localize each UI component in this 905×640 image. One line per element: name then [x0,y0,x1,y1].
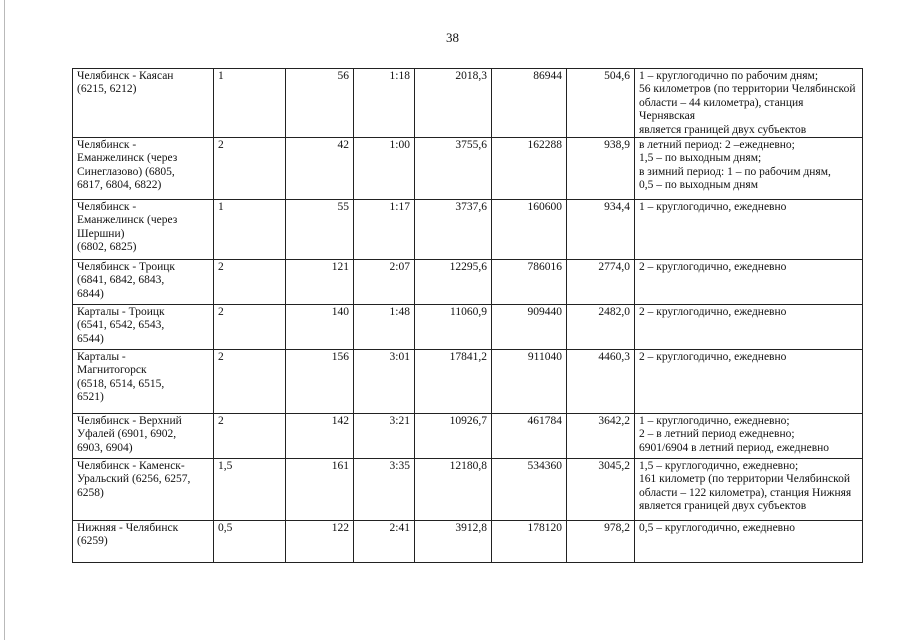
cell-route-line: Челябинск - Каменск- [77,460,185,473]
cell-notes-line: 1 – круглогодично по рабочим дням; [639,70,819,82]
page-edge-line [4,0,5,640]
cell-time: 2:07 [354,260,415,305]
cell-route-line: Нижняя - Челябинск [77,522,179,535]
cell-route [73,350,214,414]
cell-route-line: 6903, 6904) [77,441,133,454]
cell-notes-line: 1 – круглогодично, ежедневно [639,201,787,214]
cell-distance: 156 [286,350,354,414]
cell-value-5: 10926,7 [415,414,492,459]
cell-value-6: 162288 [492,138,567,200]
table-row [73,260,863,305]
cell-value-6: 178120 [492,521,567,563]
cell-trains: 2 [214,260,286,305]
cell-trains: 1 [214,200,286,260]
cell-route-line: Карталы - [77,351,126,364]
cell-notes [635,521,863,563]
cell-route-line: Синеглазово) (6805, [77,165,175,178]
cell-value-6: 909440 [492,305,567,350]
cell-notes-line: в летний период: 2 –ежедневно; [639,139,795,152]
cell-route-line: (6802, 6825) [77,241,137,254]
table-row [73,414,863,459]
cell-time: 2:41 [354,521,415,563]
cell-notes [635,138,863,200]
cell-notes [635,305,863,350]
cell-route-line: Еманжелинск (через [77,214,178,227]
cell-route-line: 6544) [77,332,104,345]
cell-notes [635,414,863,459]
cell-distance: 142 [286,414,354,459]
cell-value-7: 978,2 [567,521,635,563]
cell-route-line: Уфалей (6901, 6902, [77,428,177,441]
table-row [73,521,863,563]
cell-notes [635,69,863,138]
cell-route [73,305,214,350]
cell-route-line: Еманжелинск (через [77,152,178,165]
cell-route [73,521,214,563]
cell-route-line: 6521) [77,391,104,404]
cell-route-line: Челябинск - [77,201,137,214]
cell-notes-line: 1,5 – по выходным дням; [639,152,762,165]
cell-notes-line: области – 122 километра), станция Нижняя [639,486,852,499]
cell-value-6: 160600 [492,200,567,260]
cell-route [73,200,214,260]
cell-distance: 55 [286,200,354,260]
cell-route [73,414,214,459]
cell-trains: 2 [214,305,286,350]
cell-route-line: Уральский (6256, 6257, [77,473,191,486]
table-row [73,350,863,414]
cell-notes-line: области – 44 километра), станция Чернявская [639,96,804,123]
cell-trains: 1 [214,69,286,138]
cell-route-line: Карталы - Троицк [77,306,165,319]
cell-route [73,459,214,521]
cell-route [73,138,214,200]
table-row [73,200,863,260]
cell-value-7: 3642,2 [567,414,635,459]
cell-notes-line: 1,5 – круглогодично, ежедневно; [639,460,799,473]
cell-notes-line: в зимний период: 1 – по рабочим дням, [639,165,831,178]
cell-value-7: 938,9 [567,138,635,200]
cell-time: 1:17 [354,200,415,260]
cell-route-line: (6215, 6212) [77,83,137,96]
cell-distance: 121 [286,260,354,305]
page-number: 38 [446,30,459,45]
cell-notes-line: 2 – в летний период ежедневно; [639,428,795,441]
cell-notes-line: 1 – круглогодично, ежедневно; [639,415,790,428]
cell-notes-line: 161 километр (по территории Челябинской [639,473,851,486]
cell-time: 3:21 [354,414,415,459]
cell-value-6: 461784 [492,414,567,459]
cell-value-5: 3737,6 [415,200,492,260]
cell-time: 1:48 [354,305,415,350]
cell-route-line: (6259) [77,535,108,548]
cell-route-line: (6541, 6542, 6543, [77,319,165,332]
cell-route-line: (6841, 6842, 6843, [77,274,165,287]
cell-route-line: 6258) [77,486,104,499]
cell-trains: 2 [214,350,286,414]
cell-route [73,260,214,305]
cell-value-7: 4460,3 [567,350,635,414]
cell-route-line: 6817, 6804, 6822) [77,179,162,192]
cell-notes-line: 0,5 – круглогодично, ежедневно [639,522,796,535]
cell-notes-line: 0,5 – по выходным дням [639,179,758,192]
cell-value-6: 534360 [492,459,567,521]
cell-notes [635,260,863,305]
cell-notes [635,200,863,260]
cell-time: 3:35 [354,459,415,521]
cell-notes [635,350,863,414]
cell-value-5: 17841,2 [415,350,492,414]
train-schedule-table [72,68,863,563]
cell-notes-line: 2 – круглогодично, ежедневно [639,261,787,274]
cell-time: 1:18 [354,69,415,138]
cell-route-line: Челябинск - Верхний [77,415,182,428]
cell-value-7: 2482,0 [567,305,635,350]
cell-trains: 2 [214,414,286,459]
cell-time: 3:01 [354,350,415,414]
cell-route-line: Челябинск - [77,139,137,152]
cell-value-5: 3755,6 [415,138,492,200]
cell-route-line: 6844) [77,287,104,300]
cell-time: 1:00 [354,138,415,200]
table-row [73,69,863,138]
cell-route-line: Челябинск - Каясан [77,70,174,82]
cell-value-7: 3045,2 [567,459,635,521]
table-row [73,138,863,200]
cell-trains: 2 [214,138,286,200]
table-row [73,305,863,350]
cell-notes-line: 56 километров (по территории Челябинской [639,83,856,96]
cell-notes-line: 2 – круглогодично, ежедневно [639,306,787,319]
cell-value-6: 911040 [492,350,567,414]
cell-notes-line: 2 – круглогодично, ежедневно [639,351,787,364]
cell-distance: 161 [286,459,354,521]
cell-notes-line: 6901/6904 в летний период, ежедневно [639,441,830,454]
cell-value-5: 2018,3 [415,69,492,138]
cell-value-5: 3912,8 [415,521,492,563]
cell-distance: 56 [286,69,354,138]
cell-value-7: 934,4 [567,200,635,260]
cell-route [73,69,214,138]
cell-value-5: 11060,9 [415,305,492,350]
cell-route-line: (6518, 6514, 6515, [77,377,165,390]
cell-notes-line: является границей двух субъектов [639,500,807,513]
cell-distance: 140 [286,305,354,350]
cell-value-5: 12180,8 [415,459,492,521]
cell-trains: 0,5 [214,521,286,563]
cell-value-6: 786016 [492,260,567,305]
cell-distance: 122 [286,521,354,563]
cell-notes [635,459,863,521]
cell-distance: 42 [286,138,354,200]
table-row [73,459,863,521]
cell-route-line: Челябинск - Троицк [77,261,176,274]
cell-route-line: Шершни) [77,227,125,240]
cell-value-5: 12295,6 [415,260,492,305]
cell-value-7: 2774,0 [567,260,635,305]
cell-value-7: 504,6 [567,69,635,138]
cell-route-line: Магнитогорск [77,364,147,377]
cell-trains: 1,5 [214,459,286,521]
cell-notes-line: является границей двух субъектов [639,123,807,136]
cell-value-6: 86944 [492,69,567,138]
